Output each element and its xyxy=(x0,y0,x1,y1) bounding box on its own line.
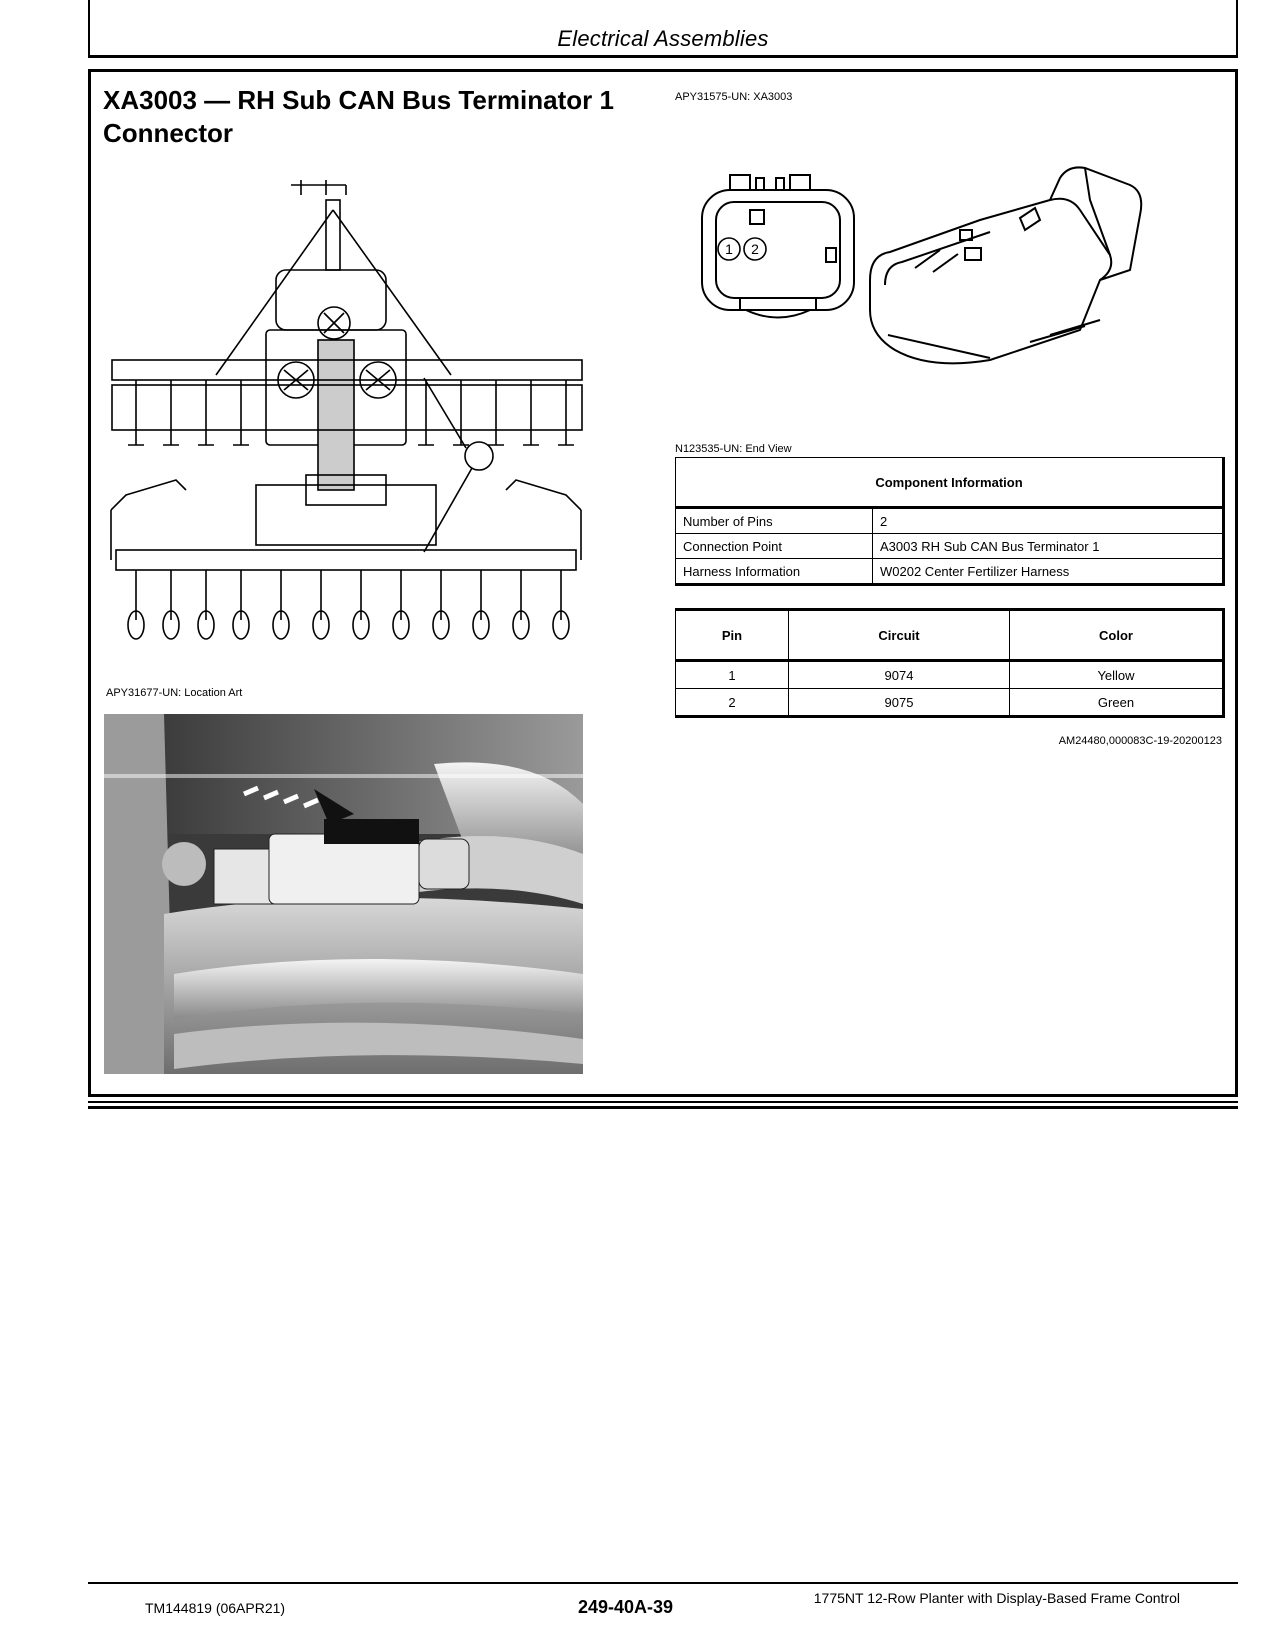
divider xyxy=(88,1106,1238,1109)
pin-1-label xyxy=(718,238,740,260)
pin-cell: 2 xyxy=(676,689,789,717)
divider xyxy=(88,1101,1238,1103)
pin-column-header: Pin xyxy=(676,610,789,661)
table-row xyxy=(676,559,1224,585)
circuit-cell: 9074 xyxy=(789,661,1010,689)
connector-location-render xyxy=(104,714,583,1074)
footer-tm-number: TM144819 (06APR21) xyxy=(145,1600,286,1616)
table-row xyxy=(676,534,1224,559)
pin-2-label xyxy=(744,238,766,260)
component-information-heading: Component Information xyxy=(676,458,1224,508)
location-art-caption: APY31677-UN: Location Art xyxy=(106,687,243,699)
pin-circuit-table xyxy=(675,608,1225,718)
end-view-caption: N123535-UN: End View xyxy=(675,443,792,455)
color-cell: Green xyxy=(1010,689,1224,717)
end-view-figure-id: APY31575-UN: XA3003 xyxy=(675,91,793,103)
color-column-header: Color xyxy=(1010,610,1224,661)
circuit-cell: 9075 xyxy=(789,689,1010,717)
svg-text:2: 2 xyxy=(751,241,759,257)
connector-end-view-illustration xyxy=(690,160,1160,365)
component-info-value: W0202 Center Fertilizer Harness xyxy=(873,559,1224,585)
component-info-value: 2 xyxy=(873,508,1224,534)
color-cell: Yellow xyxy=(1010,661,1224,689)
circuit-column-header: Circuit xyxy=(789,610,1010,661)
document-reference: AM24480,000083C-19-20200123 xyxy=(1058,735,1222,747)
component-info-label: Number of Pins xyxy=(676,508,873,534)
pin-cell: 1 xyxy=(676,661,789,689)
footer-divider xyxy=(88,1582,1238,1584)
page-title: XA3003 — RH Sub CAN Bus Terminator 1 Connector xyxy=(103,85,614,148)
section-running-head: Electrical Assemblies xyxy=(557,26,769,51)
component-info-label: Harness Information xyxy=(676,559,873,585)
component-information-table xyxy=(675,457,1225,586)
component-info-value: A3003 RH Sub CAN Bus Terminator 1 xyxy=(873,534,1224,559)
component-info-label: Connection Point xyxy=(676,534,873,559)
table-row xyxy=(676,689,1224,717)
table-row xyxy=(676,508,1224,534)
footer-page-number: 249-40A-39 xyxy=(578,1597,674,1617)
planter-location-illustration xyxy=(106,180,591,670)
table-row xyxy=(676,661,1224,689)
svg-text:1: 1 xyxy=(725,241,733,257)
footer-product-name: 1775NT 12-Row Planter with Display-Based Frame Control xyxy=(813,1590,1180,1606)
